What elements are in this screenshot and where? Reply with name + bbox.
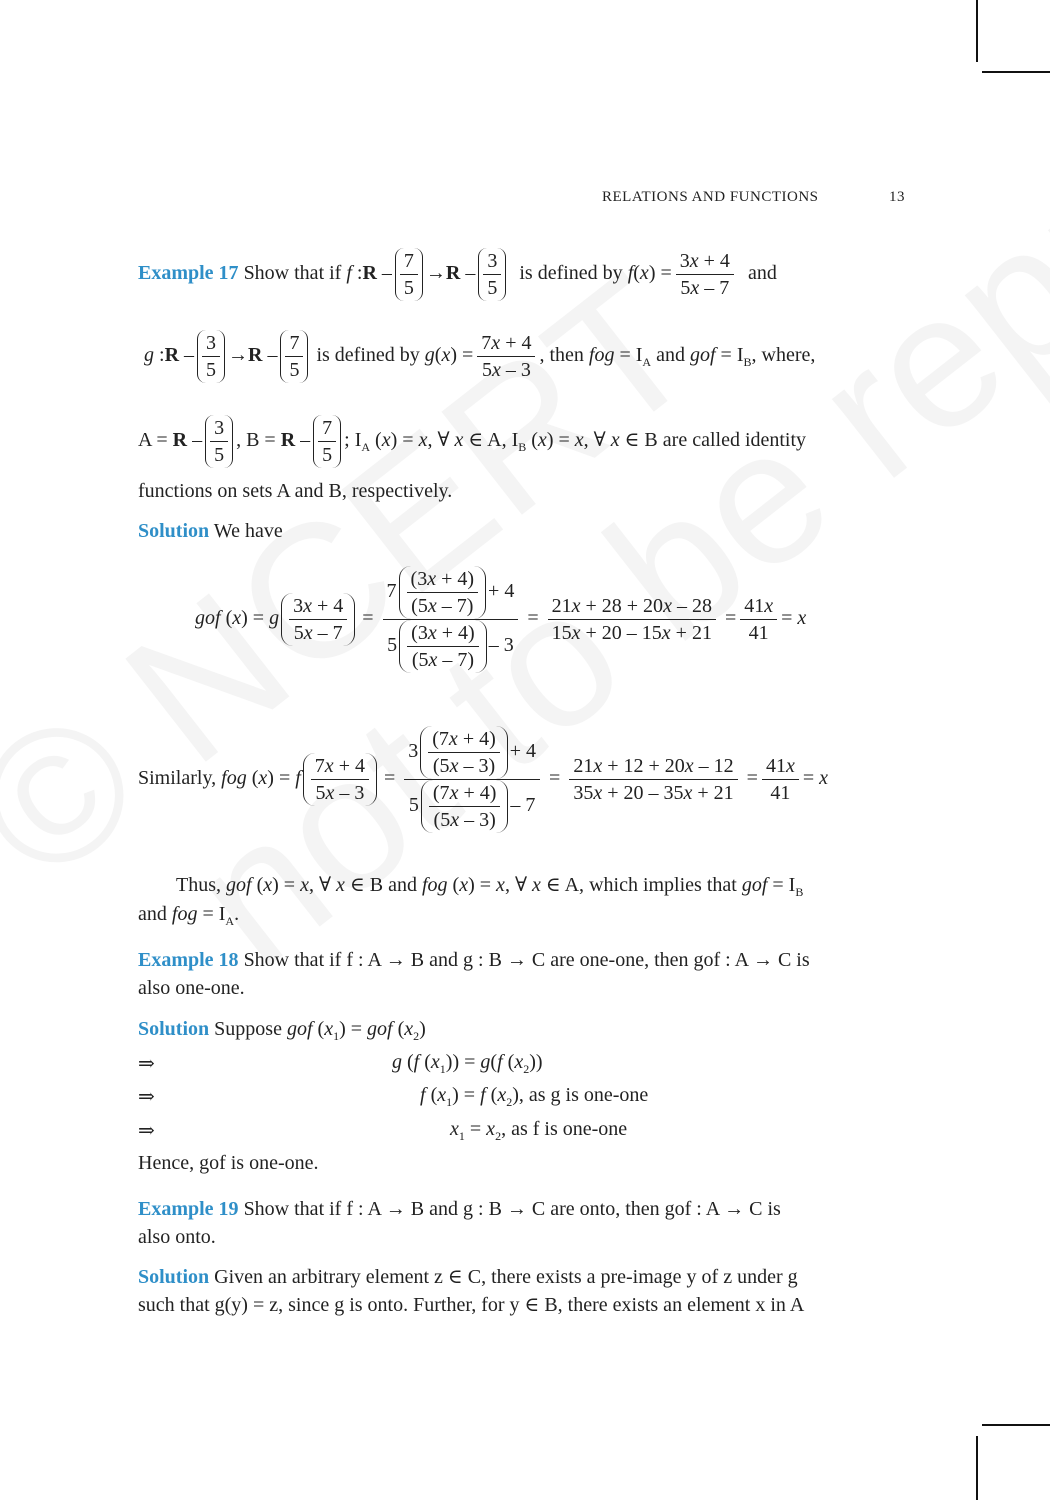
solution-18-line2: g (f $(x_1)) = g(f$ $(x_2)$) (392, 1051, 543, 1076)
implies-arrow-3: ⇒ (138, 1120, 155, 1142)
solution-17-intro: Solution We have (138, 520, 283, 542)
running-header (602, 189, 819, 206)
solution-18-label: Solution (138, 1018, 210, 1040)
fog-equation: Similarly, fog (x) = f $\frac{7x + 4}{5x - 3}$ = 3 $\frac{(7x + 4)}{(5x - 3)}$ + 4 5 $\frac{(7x + 4)}{(5x - 3)}$ – 7 = $\frac{21x + 12 + 20x - 12}{35x + 20 - 35x + 21}$ = $\frac{41x}{41}$ = x (138, 728, 829, 831)
example-17-statement-line1: Example 17 Show that if f :R – $\frac{7}{5}$ →R – $\frac{3}{5}$ is defined by f(x) = $\frac{3x + 4}{5x - 7}$ and (138, 250, 777, 299)
crop-mark-top-horizontal (982, 71, 1050, 73)
gof-equation: gof (x) = g $\frac{3x + 4}{5x - 7}$ = 7 $\frac{(3x + 4)}{(5x - 7)}$ + 4 5 $\frac{(3x + 4)}{(5x - 7)}$ – 3 = $\frac{21x + 28 + 20x - 28}{15x + 20 - 15x + 21}$ = $\frac{41x}{41}$ = x (195, 568, 807, 671)
crop-mark-top-vertical (976, 0, 978, 62)
solution-17-conclusion-line1: Thus, gof (x) = x, ∀ x ∈ B and fog (x) = x, ∀ x ∈ A, which implies that gof = $I_B$ (176, 874, 804, 899)
example-17-statement-line4: functions on sets A and B, respectively. (138, 480, 453, 502)
example-19-statement-line1: Example 19 Show that if f : A → B and g : B → C are onto, then gof : A → C is (138, 1198, 781, 1220)
crop-mark-bottom-vertical (976, 1436, 978, 1500)
example-17-statement-line2: g :R – $\frac{3}{5}$ →R – $\frac{7}{5}$ is defined by g(x) = $\frac{7x + 4}{5x - 3}$ , then fog = $I_A$ and gof = $I_B$, where, (144, 332, 816, 381)
solution-17-conclusion-line2: and fog = $I_A$. (138, 903, 240, 928)
implies-arrow-1: ⇒ (138, 1053, 155, 1075)
example-18-label: Example 18 (138, 949, 239, 971)
example-18-statement-line1: Example 18 Show that if f : A → B and g : B → C are one-one, then gof : A → C is (138, 949, 810, 971)
solution-18-conclusion: Hence, gof is one-one. (138, 1152, 319, 1174)
solution-19-line2: such that g(y) = z, since g is onto. Further, for y ∈ B, there exists an element x in A (138, 1294, 805, 1316)
example-18-statement-line2: also one-one. (138, 977, 245, 999)
page-number: 13 (889, 189, 905, 205)
solution-19-label: Solution (138, 1266, 210, 1288)
implies-arrow-2: ⇒ (138, 1086, 155, 1108)
example-19-label: Example 19 (138, 1198, 239, 1220)
chapter-title: RELATIONS AND FUNCTIONS (602, 189, 819, 205)
solution-17-label: Solution (138, 520, 210, 542)
example-19-statement-line2: also onto. (138, 1226, 216, 1248)
example-17-statement-line3: A = R – $\frac{3}{5}$ , B = R – $\frac{7}{5}$ ; $I_A$ (x) = x, ∀ x ∈ A, $I_B$ (x) = x, ∀ x ∈ B are called identity (138, 417, 807, 466)
solution-18-line4: $x_1 = x_2$, as f is one-one (450, 1118, 628, 1143)
crop-mark-bottom-horizontal (982, 1424, 1050, 1426)
solution-18-line3: f $(x_1) = f$ $(x_2)$, as g is one-one (420, 1084, 649, 1109)
solution-19-line1: Solution Given an arbitrary element z ∈ C, there exists a pre-image y of z under g (138, 1266, 798, 1288)
solution-18-line1: Solution Suppose gof $(x_1)$ = gof $(x_2)$ (138, 1018, 426, 1043)
example-17-label: Example 17 (138, 262, 239, 285)
